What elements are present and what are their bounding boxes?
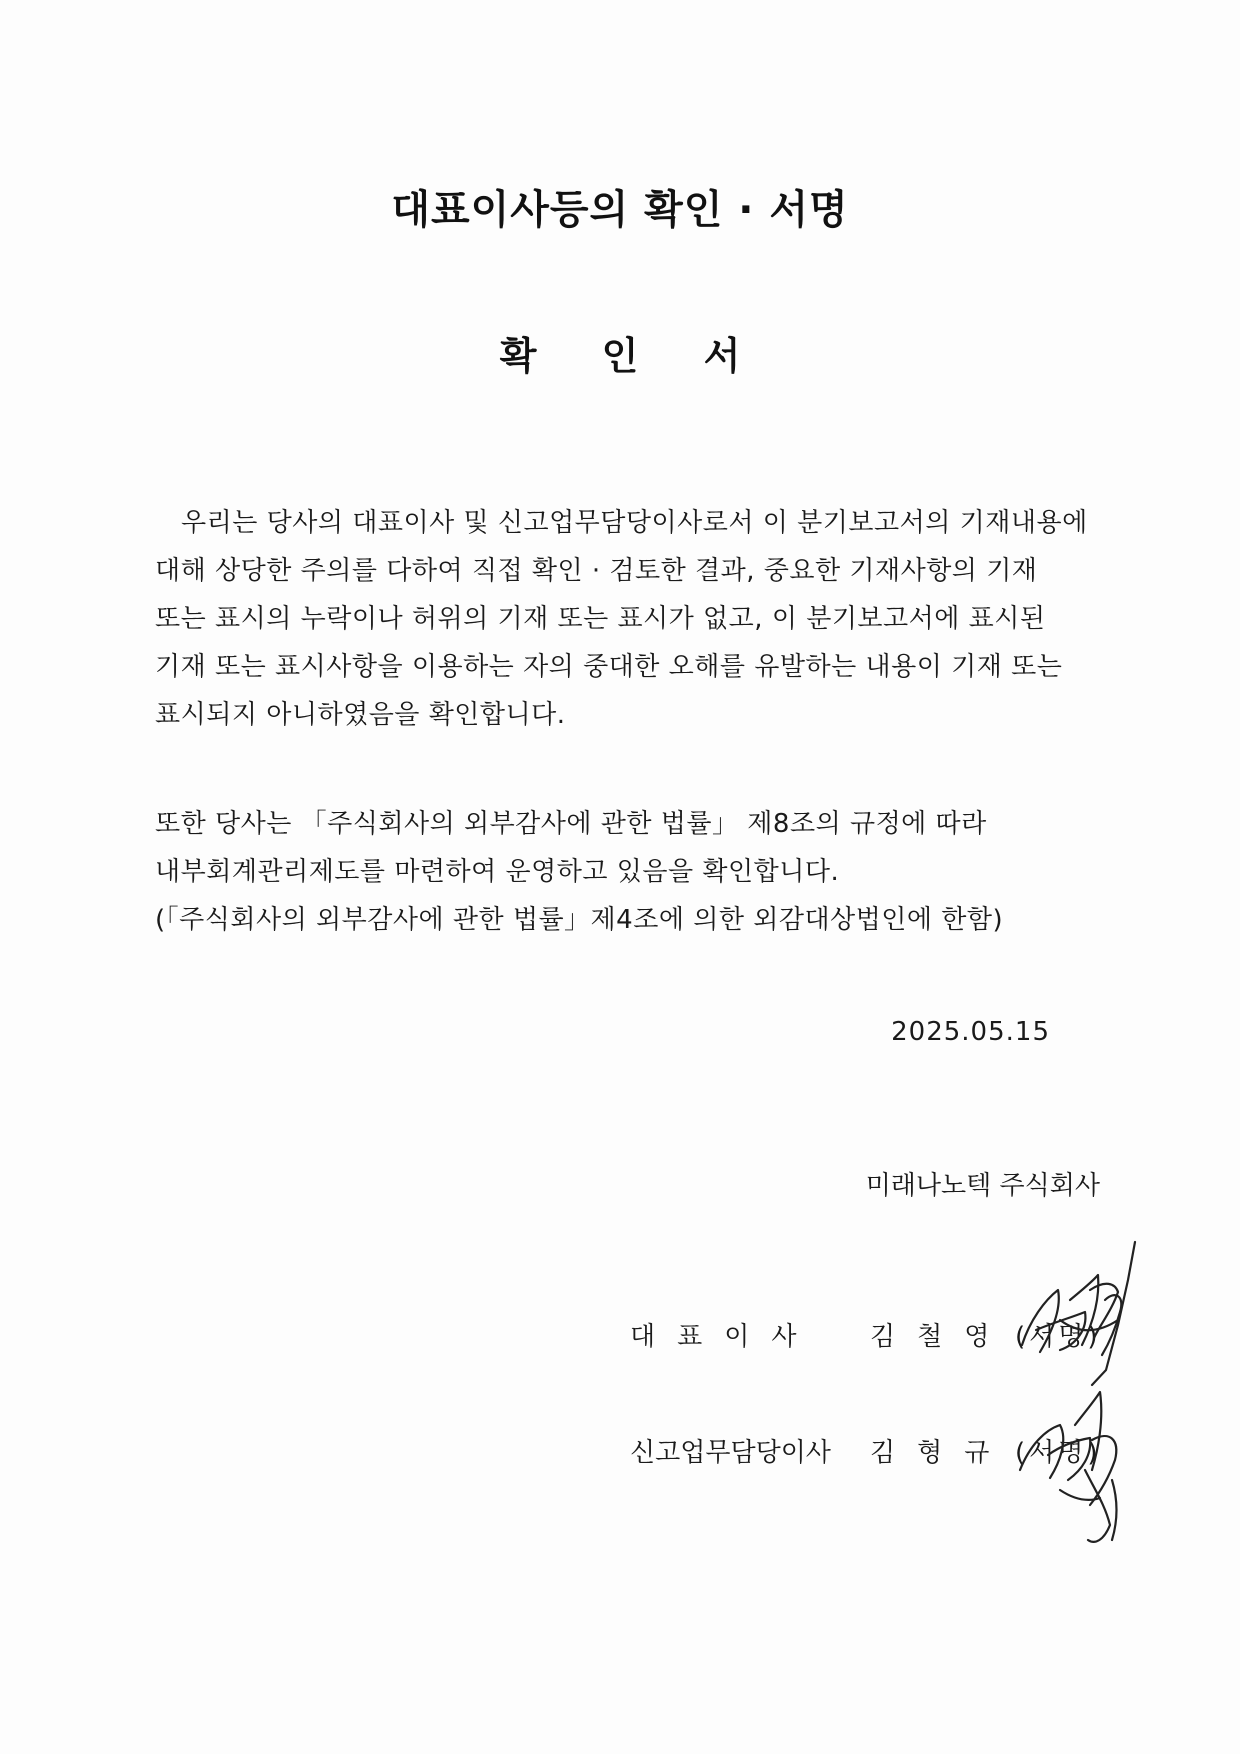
company-name: 미래나노텍 주식회사 [865,1171,1100,1201]
paragraph-line: (「주식회사의 외부감사에 관한 법률」제4조에 의한 외감대상법인에 한함) [155,905,1004,935]
paragraph-line: 또한 당사는 「주식회사의 외부감사에 관한 법률」 제8조의 규정에 따라 [155,809,987,839]
signatory-name: 김철영 [870,1322,1012,1352]
paragraph-line: 대해 상당한 주의를 다하여 직접 확인 · 검토한 결과, 중요한 기재사항의 기재 [155,556,1038,586]
ceo-signature [1022,1242,1135,1385]
signatory-title: 대표이사 [630,1322,819,1352]
paragraph-line: 내부회계관리제도를 마련하여 운영하고 있음을 확인합니다. [155,857,840,887]
paragraph-line: 기재 또는 표시사항을 이용하는 자의 중대한 오해를 유발하는 내용이 기재 또는 [155,652,1063,682]
signatory-title: 신고업무담당이사 [630,1438,831,1468]
paragraph-line: 우리는 당사의 대표이사 및 신고업무담당이사로서 이 분기보고서의 기재내용에 [181,508,1088,538]
signatory-name: 김형규 [870,1438,1012,1468]
signature-placeholder: (서명) [1015,1438,1102,1468]
document-title: 대표이사등의 확인 · 서명 [391,187,849,233]
document-date: 2025.05.15 [891,1017,1050,1047]
document-subtitle: 확 인 서 [499,334,767,378]
reporting-director-signature [1020,1392,1117,1542]
signature-placeholder: (서명) [1015,1322,1102,1352]
paragraph-line: 표시되지 아니하였음을 확인합니다. [155,700,566,730]
paragraph-line: 또는 표시의 누락이나 허위의 기재 또는 표시가 없고, 이 분기보고서에 표시된 [155,604,1046,634]
